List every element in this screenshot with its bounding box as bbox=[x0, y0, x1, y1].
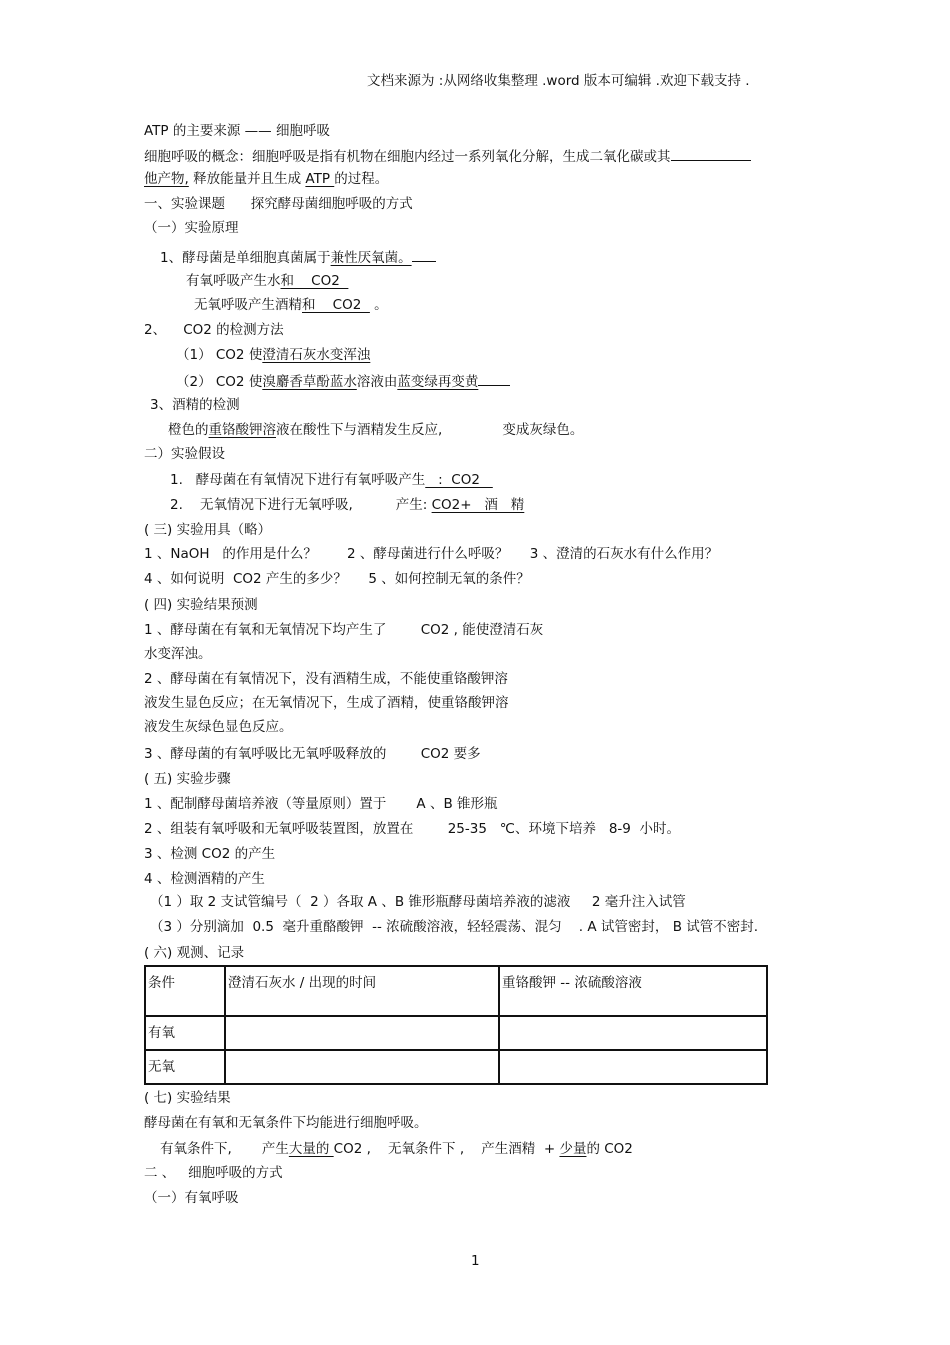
page-number: 1 bbox=[471, 1253, 480, 1269]
paragraph-line bbox=[168, 421, 583, 439]
subsection-heading: （一）实验原理 bbox=[144, 220, 239, 236]
paragraph-line: 2 、酵母菌在有氧情况下，没有酒精生成，不能使重铬酸钾溶 bbox=[144, 671, 508, 687]
paragraph-line: 2、 CO2 的检测方法 bbox=[144, 322, 284, 338]
underlined-term: 澄清石灰水变浑浊 bbox=[262, 347, 371, 363]
table-row bbox=[145, 1016, 767, 1050]
paragraph-line: 4 、检测酒精的产生 bbox=[144, 871, 265, 887]
underlined-term: 兼性厌氧菌。 bbox=[330, 250, 412, 266]
paragraph-line bbox=[186, 272, 348, 290]
section-heading: 二 、 细胞呼吸的方式 bbox=[144, 1165, 283, 1181]
text-span: （1） CO2 使 bbox=[176, 347, 263, 363]
text-span: 1、酵母菌是单细胞真菌属于 bbox=[160, 250, 331, 266]
paragraph-line: （3 ）分别滴加 0.5 毫升重酪酸钾 -- 浓硫酸溶液，轻轻震荡、混匀 . A 试管密封， B 试管不密封. bbox=[150, 919, 759, 935]
paragraph-line: 3、酒精的检测 bbox=[150, 397, 240, 413]
table-cell bbox=[499, 1016, 767, 1050]
paragraph-line: 液发生灰绿色显色反应。 bbox=[144, 719, 293, 735]
paragraph-line: 4 、如何说明 CO2 产生的多少？ 5 、如何控制无氧的条件？ bbox=[144, 571, 530, 587]
text-span: 有氧条件下, 产生 bbox=[160, 1141, 289, 1157]
blank-underline bbox=[478, 371, 510, 386]
paragraph-line: 1 、酵母菌在有氧和无氧情况下均产生了 CO2 , 能使澄清石灰 bbox=[144, 622, 544, 638]
text-span: 1. 酵母菌在有氧情况下进行有氧呼吸产生 bbox=[170, 472, 426, 488]
paragraph-line: 3 、酵母菌的有氧呼吸比无氧呼吸释放的 CO2 要多 bbox=[144, 746, 481, 762]
underlined-term: ATP bbox=[305, 171, 335, 187]
table-cell bbox=[225, 1016, 499, 1050]
section-heading: 二）实验假设 bbox=[144, 446, 225, 462]
paragraph-line: 3 、检测 CO2 的产生 bbox=[144, 846, 276, 862]
text-span: CO2 , 无氧条件下 , 产生酒精 + bbox=[333, 1141, 560, 1157]
text-span: 液在酸性下与酒精发生反应, 变成灰绿色。 bbox=[276, 422, 584, 438]
paragraph-line bbox=[160, 1140, 633, 1158]
paragraph-line: 液发生显色反应；在无氧情况下，生成了酒精，使重铬酸钾溶 bbox=[144, 695, 509, 711]
text-span: 释放能量并且生成 bbox=[188, 171, 306, 187]
paragraph-line bbox=[170, 471, 493, 489]
paragraph-line: 水变浑浊。 bbox=[144, 646, 212, 662]
paragraph-line bbox=[176, 371, 510, 391]
paragraph-line: 1 、NaOH 的作用是什么？ 2 、酵母菌进行什么呼吸？ 3 、澄清的石灰水有什么作用？ bbox=[144, 546, 719, 562]
underlined-term: 他产物, bbox=[144, 171, 189, 187]
text-span: 橙色的 bbox=[168, 422, 209, 438]
text-span: （2） CO2 使 bbox=[176, 374, 263, 390]
table-header-row bbox=[145, 966, 767, 1016]
underlined-term: 和 CO2 bbox=[302, 297, 370, 313]
paragraph-line: 酵母菌在有氧和无氧条件下均能进行细胞呼吸。 bbox=[144, 1115, 428, 1131]
underlined-term: : CO2 bbox=[425, 472, 493, 488]
blank-underline bbox=[412, 247, 436, 262]
text-span: 的 CO2 bbox=[586, 1141, 633, 1157]
observation-table bbox=[144, 965, 768, 1085]
blank-underline bbox=[671, 146, 751, 161]
text-span: 无氧呼吸产生酒精 bbox=[194, 297, 302, 313]
text-span: 2. 无氧情况下进行无氧呼吸, 产生: bbox=[170, 497, 432, 513]
paragraph-line: 2 、组装有氧呼吸和无氧呼吸装置图，放置在 25-35 ℃、环境下培养 8-9 小时。 bbox=[144, 821, 680, 837]
table-row-label: 有氧 bbox=[145, 1016, 225, 1050]
section-heading: ( 四) 实验结果预测 bbox=[144, 597, 258, 613]
underlined-term: 和 CO2 bbox=[280, 273, 349, 289]
paragraph-line bbox=[160, 247, 436, 267]
section-heading: ( 七) 实验结果 bbox=[144, 1090, 231, 1106]
paragraph-line bbox=[170, 496, 524, 514]
underlined-term: 大量的 bbox=[288, 1141, 334, 1157]
paragraph-line: （1 ）取 2 支试管编号（ 2 ）各取 A 、B 锥形瓶酵母菌培养液的滤液 2 毫升注入试管 bbox=[150, 894, 686, 910]
underlined-term: 溴麝香草酚蓝水 bbox=[262, 374, 357, 390]
table-cell bbox=[499, 1050, 767, 1084]
page-header: 文档来源为 :从网络收集整理 .word 版本可编辑 .欢迎下载支持 . bbox=[367, 73, 750, 89]
text-span: 有氧呼吸产生水 bbox=[186, 273, 281, 289]
text-span: 溶液由 bbox=[356, 374, 398, 390]
underlined-term: 蓝变绿再变黄 bbox=[397, 374, 479, 390]
paragraph-line bbox=[176, 346, 370, 364]
underlined-term: 重铬酸钾溶 bbox=[208, 422, 276, 438]
table-header-cell: 澄清石灰水 / 出现的时间 bbox=[225, 966, 499, 1016]
text-span: 细胞呼吸的概念：细胞呼吸是指有机物在细胞内经过一系列氧化分解，生成二氧化碳或其 bbox=[144, 149, 671, 165]
paragraph-line bbox=[194, 296, 388, 314]
paragraph-line bbox=[144, 146, 751, 166]
table-row bbox=[145, 1050, 767, 1084]
paragraph-line bbox=[144, 170, 388, 188]
table-header-cell: 条件 bbox=[145, 966, 225, 1016]
text-span: 。 bbox=[369, 297, 388, 313]
table-row-label: 无氧 bbox=[145, 1050, 225, 1084]
section-heading: ( 三) 实验用具（略） bbox=[144, 522, 272, 538]
underlined-term: CO2+ 酒 精 bbox=[431, 497, 525, 513]
section-heading: ( 五) 实验步骤 bbox=[144, 771, 231, 787]
section-heading: 一、实验课题 探究酵母菌细胞呼吸的方式 bbox=[144, 196, 413, 212]
subsection-heading: （一）有氧呼吸 bbox=[144, 1190, 239, 1206]
section-heading: ( 六) 观测、记录 bbox=[144, 945, 245, 961]
underlined-term: 少量 bbox=[559, 1141, 587, 1157]
table-cell bbox=[225, 1050, 499, 1084]
table-header-cell: 重铬酸钾 -- 浓硫酸溶液 bbox=[499, 966, 767, 1016]
section-title: ATP 的主要来源 —— 细胞呼吸 bbox=[144, 123, 330, 139]
paragraph-line: 1 、配制酵母菌培养液（等量原则）置于 A 、B 锥形瓶 bbox=[144, 796, 498, 812]
text-span: 的过程。 bbox=[334, 171, 389, 187]
